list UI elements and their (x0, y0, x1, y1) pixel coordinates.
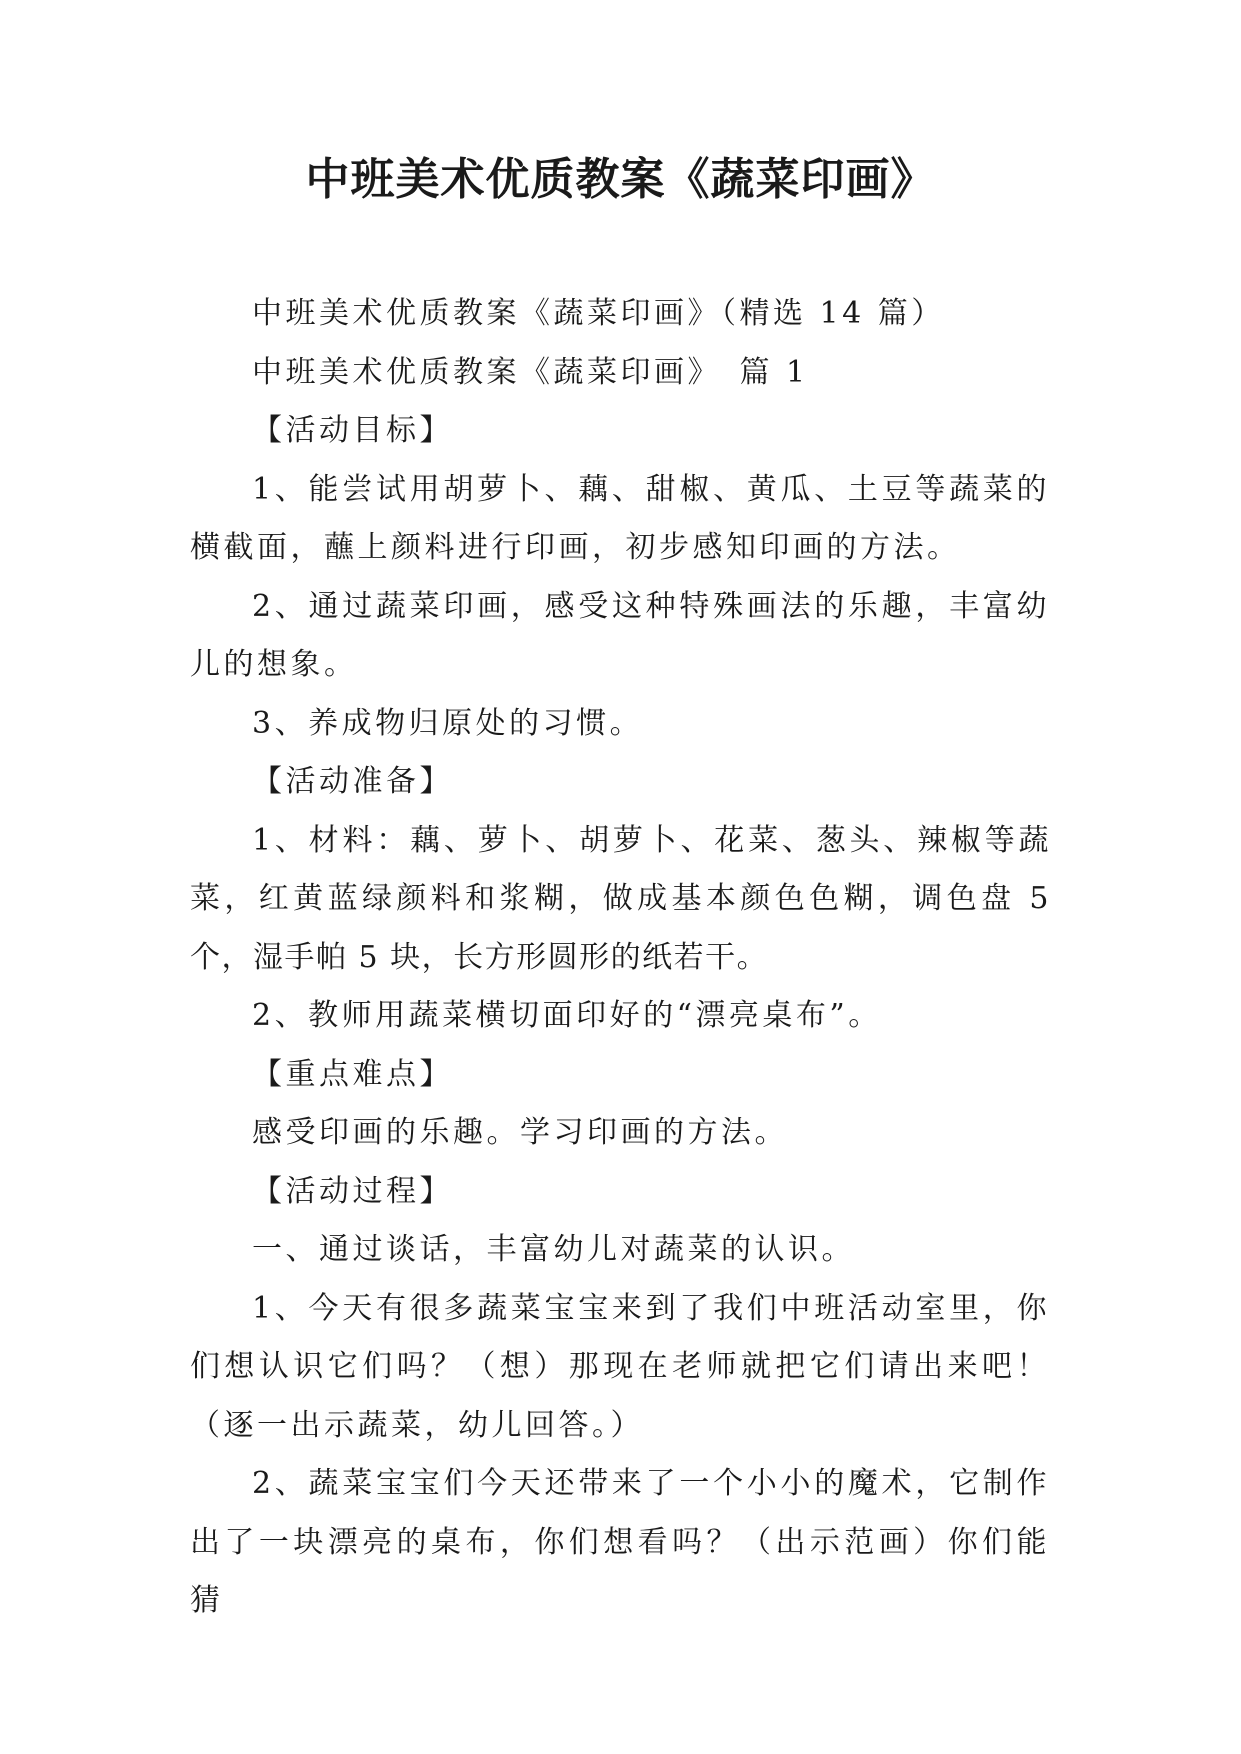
paragraph: 【活动准备】 (252, 764, 453, 799)
paragraph: 感受印画的乐趣。学习印画的方法。 (252, 1115, 788, 1150)
paragraph: 1、今天有很多蔬菜宝宝来到了我们中班活动室里，你们想认识它们吗？（想）那现在老师就把它们请出来吧！（逐一出示蔬菜，幼儿回答。） (190, 1290, 1050, 1443)
paragraph: 中班美术优质教案《蔬菜印画》（精选 14 篇） (252, 296, 945, 331)
paragraph: 2、教师用蔬菜横切面印好的“漂亮桌布”。 (252, 998, 882, 1033)
document-title: 中班美术优质教案《蔬菜印画》 (305, 154, 936, 205)
document-body (190, 285, 1050, 1631)
paragraph: 1、能尝试用胡萝卜、藕、甜椒、黄瓜、土豆等蔬菜的横截面，蘸上颜料进行印画，初步感知印画的方法。 (190, 471, 1050, 565)
paragraph: 3、养成物归原处的习惯。 (252, 705, 644, 741)
paragraph: 2、蔬菜宝宝们今天还带来了一个小小的魔术，它制作出了一块漂亮的桌布，你们想看吗？（出示范画）你们能猜 (190, 1466, 1050, 1618)
paragraph: 【重点难点】 (252, 1056, 453, 1092)
paragraph: 【活动目标】 (252, 413, 453, 448)
paragraph: 【活动过程】 (252, 1173, 453, 1209)
paragraph: 2、通过蔬菜印画，感受这种特殊画法的乐趣，丰富幼儿的想象。 (190, 588, 1050, 682)
paragraph: 1、材料：藕、萝卜、胡萝卜、花菜、葱头、辣椒等蔬菜，红黄蓝绿颜料和浆糊，做成基本颜色色糊，调色盘 5 个，湿手帕 5 块，长方形圆形的纸若干。 (190, 822, 1050, 975)
paragraph: 一、通过谈话，丰富幼儿对蔬菜的认识。 (252, 1232, 855, 1267)
paragraph: 中班美术优质教案《蔬菜印画》 篇 1 (252, 354, 809, 390)
